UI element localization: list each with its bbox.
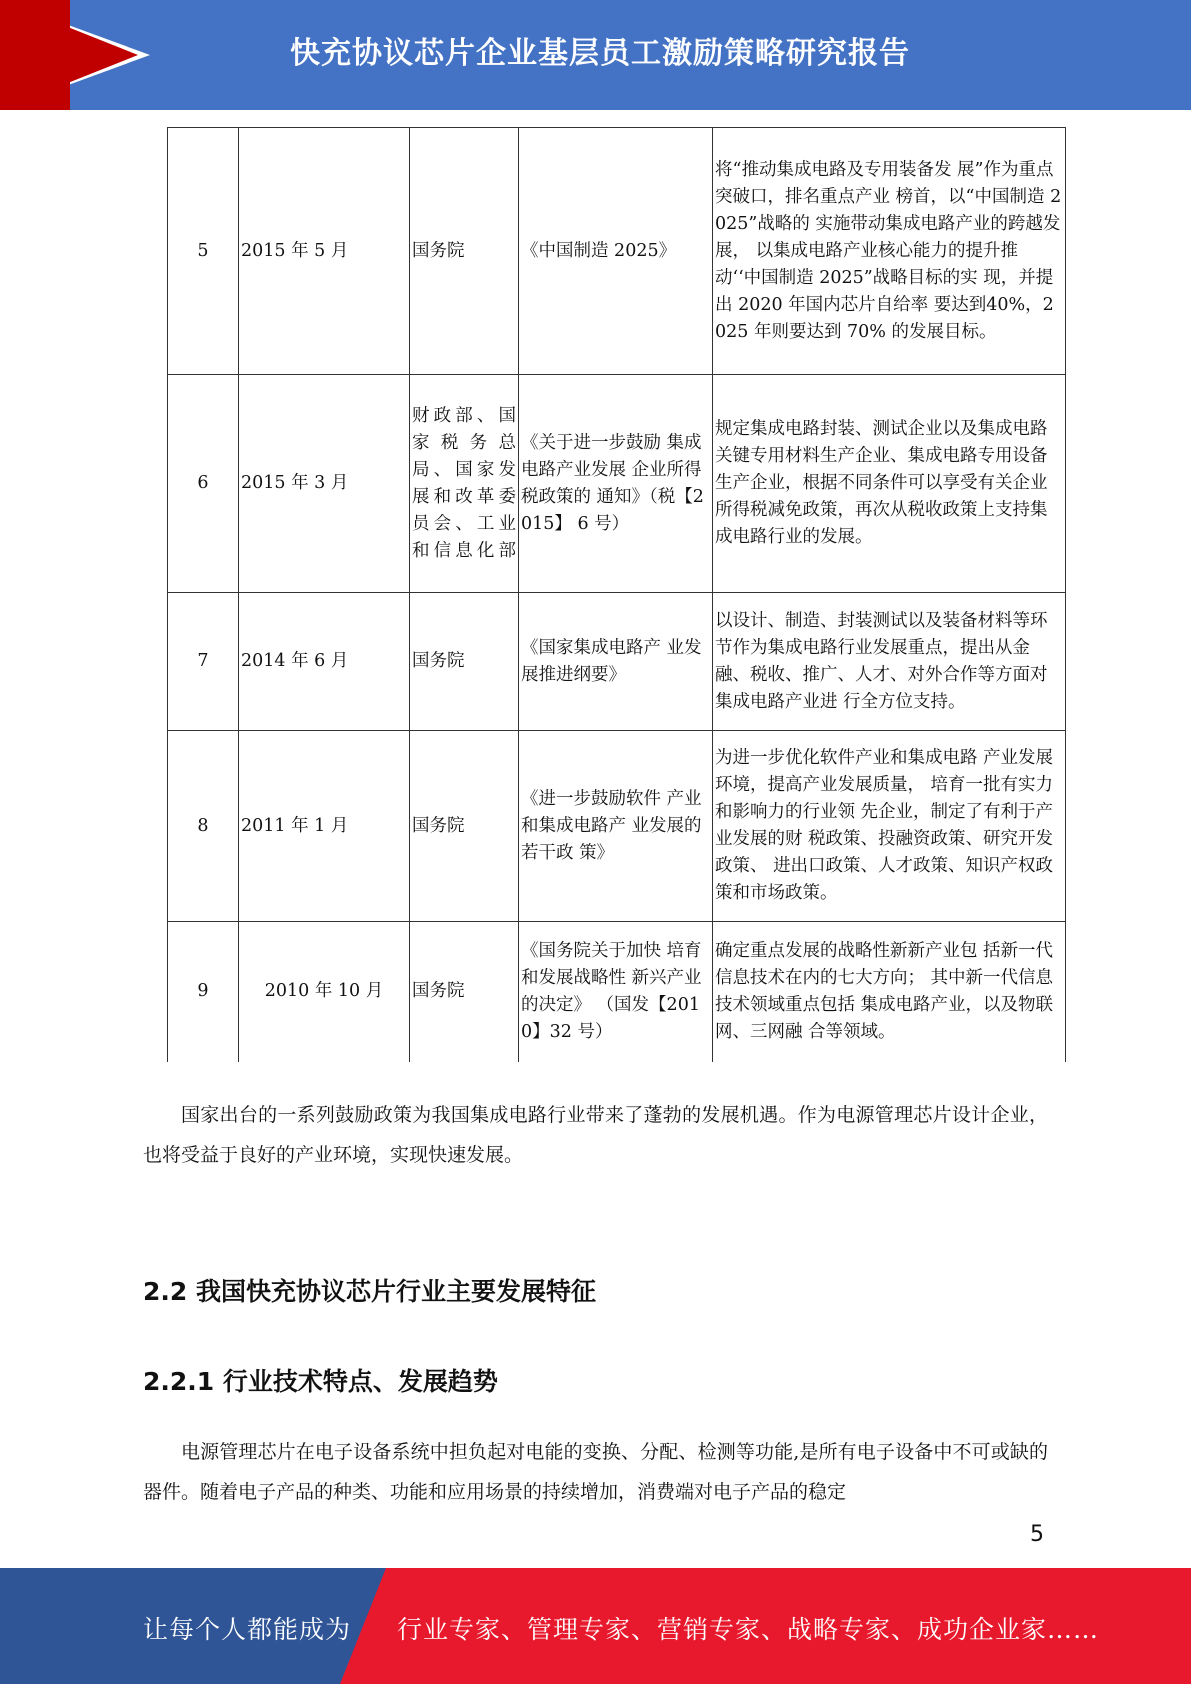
subsection-heading: 2.2.1 行业技术特点、发展趋势 — [143, 1367, 498, 1396]
row-date: 2010 年 10 月 — [239, 922, 410, 1062]
row-date: 2011 年 1 月 — [239, 731, 410, 922]
row-date: 2015 年 3 月 — [239, 375, 410, 593]
table-row — [168, 731, 1066, 922]
row-issuer: 国务院 — [410, 731, 519, 922]
row-document: 《中国制造 2025》 — [519, 128, 713, 375]
row-description: 确定重点发展的战略性新新产业包 括新一代信息技术在内的七大方向； 其中新一代信息技术领域重点包括 集成电路产业，以及物联网、三网融 合等领域。 — [713, 922, 1066, 1062]
section-heading: 2.2 我国快充协议芯片行业主要发展特征 — [143, 1277, 596, 1306]
row-description: 规定集成电路封装、测试企业以及集成电路关键专用材料生产企业、集成电路专用设备生产企业，根据不同条件可以享受有关企业所得税减免政策，再次从税收政策上支持集成电路行业的发展。 — [713, 375, 1066, 593]
table-row — [168, 128, 1066, 375]
row-number: 7 — [168, 593, 239, 731]
page-number: 5 — [1030, 1522, 1044, 1547]
row-document: 《关于进一步鼓励 集成电路产业发展 企业所得税政策的 通知》（税【2015】 6 号） — [519, 375, 713, 593]
report-title: 快充协议芯片企业基层员工激励策略研究报告 — [290, 36, 910, 71]
row-document: 《进一步鼓励软件 产业和集成电路产 业发展的若干政 策》 — [519, 731, 713, 922]
header-band — [0, 0, 1191, 110]
table-row — [168, 375, 1066, 593]
row-document: 《国家集成电路产 业发展推进纲要》 — [519, 593, 713, 731]
row-number: 6 — [168, 375, 239, 593]
policy-table — [167, 127, 1066, 1062]
footer-slogan-left: 让每个人都能成为 — [143, 1615, 352, 1644]
row-issuer: 国务院 — [410, 922, 519, 1062]
row-description: 以设计、制造、封装测试以及装备材料等环节作为集成电路行业发展重点，提出从金融、税收、推广、人才、对外合作等方面对集成电路产业进 行全方位支持。 — [713, 593, 1066, 731]
row-number: 5 — [168, 128, 239, 375]
row-issuer: 国务院 — [410, 128, 519, 375]
row-date: 2014 年 6 月 — [239, 593, 410, 731]
table-row — [168, 593, 1066, 731]
row-number: 9 — [168, 922, 239, 1062]
row-description: 将“推动集成电路及专用装备发 展”作为重点突破口，排名重点产业 榜首，以“中国制造 2025”战略的 实施带动集成电路产业的跨越发展， 以集成电路产业核心能力的提升推 动‘‘中国制造 2025”战略目标的实 现，并提出 2020 年国内芯片自给率 要达到40%，2025 年则要达到 70% 的发展目标。 — [713, 128, 1066, 375]
header-chevron-red — [0, 0, 138, 110]
row-document: 《国务院关于加快 培育和发展战略性 新兴产业的决定》 （国发【2010】32 号） — [519, 922, 713, 1062]
row-number: 8 — [168, 731, 239, 922]
footer-slogan-right: 行业专家、管理专家、营销专家、战略专家、成功企业家…… — [397, 1615, 1100, 1644]
body-paragraph: 电源管理芯片在电子设备系统中担负起对电能的变换、分配、检测等功能,是所有电子设备中不可或缺的器件。随着电子产品的种类、功能和应用场景的持续增加，消费端对电子产品的稳定 — [143, 1441, 1048, 1503]
row-issuer: 财政部、国家税务总局、国家发展和改革委员会、工业和信息化部 — [410, 375, 519, 593]
row-date: 2015 年 5 月 — [239, 128, 410, 375]
body-paragraph: 国家出台的一系列鼓励政策为我国集成电路行业带来了蓬勃的发展机遇。作为电源管理芯片设计企业，也将受益于良好的产业环境，实现快速发展。 — [143, 1104, 1048, 1166]
table-row — [168, 922, 1066, 1062]
row-description: 为进一步优化软件产业和集成电路 产业发展环境，提高产业发展质量， 培育一批有实力和影响力的行业领 先企业，制定了有利于产业发展的财 税政策、投融资政策、研究开发政策、 进出口政策、人才政策、知识产权政 策和市场政策。 — [713, 731, 1066, 922]
row-issuer: 国务院 — [410, 593, 519, 731]
